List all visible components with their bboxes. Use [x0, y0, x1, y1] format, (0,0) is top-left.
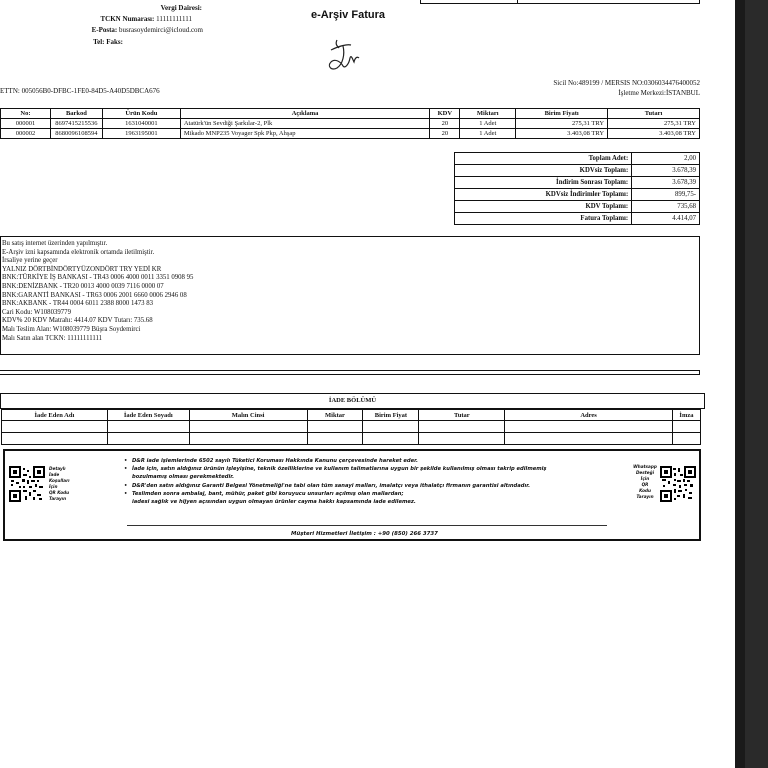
cell-birim-fiyat: 3.403,08 TRY: [516, 129, 608, 139]
qr-caption-line: Tarayın: [49, 496, 67, 501]
tel-label: Tel:: [93, 38, 105, 46]
email-line: [92, 25, 203, 35]
cell-kdv: 20: [430, 119, 460, 129]
col-tutar: Tutar: [419, 410, 505, 421]
col-iade-soyadi: İade Eden Soyadı: [107, 410, 189, 421]
total-value: 3.678,39: [632, 165, 700, 177]
total-row: [455, 153, 700, 165]
return-info-bullets: [132, 457, 547, 506]
info-bullet: • Teslimden sonra ambalaj, bant, mühür, paket gibi koruyucu unsurları açılmış olan mallardan;: [132, 490, 547, 498]
info-divider: [127, 525, 607, 526]
cell-barkod: 8680096108594: [50, 129, 102, 139]
cell-aciklama: Atatürk'ün Sevdiği Şarkılar-2, Plk: [180, 119, 430, 129]
tckn-line: [100, 14, 192, 24]
table-row: [1, 119, 700, 129]
note-line: BNK:DENİZBANK - TR20 0013 4000 0039 7116 0000 07: [2, 282, 164, 290]
qr-caption-line: İçin: [49, 484, 58, 489]
qr-caption-line: Detaylı: [49, 466, 66, 471]
note-line: Cari Kodu: W108039779: [2, 308, 71, 316]
iade-header-row: [2, 410, 701, 421]
vergi-dairesi: Vergi Dairesi:: [160, 4, 202, 12]
info-bullet-continuation: iadesi sağlık ve hijyen açısından uygun olmayan ürünler cayma hakkı kapsamında iade edilemez.: [132, 499, 416, 506]
qr-caption-line: İade: [49, 472, 60, 477]
total-label: KDVsiz İndirimler Toplamı:: [455, 189, 632, 201]
note-line: Malı Teslim Alan: W108039779 Büşra Soydemirci: [2, 325, 141, 333]
col-malin-cinsi: Malın Cinsi: [189, 410, 307, 421]
col-miktar: Miktarı: [460, 109, 516, 119]
col-no: No:: [1, 109, 51, 119]
total-row: [455, 165, 700, 177]
qr-code-icon: [660, 466, 696, 502]
info-bullet-continuation: bozulmamış olması gerekmektedir.: [132, 474, 235, 481]
items-table: [0, 108, 700, 139]
info-bullet: • D&R'den satın aldığınız Garanti Belgesi Yönetmeliği'ne tabi olan tüm sanayi malları, imalatçı veya ithalatçı firmanın garantisi altındadır.: [132, 482, 547, 490]
qr-right-caption: [629, 464, 661, 500]
note-line: E-Arşiv izni kapsamında elektronik ortamda iletilmiştir.: [2, 248, 155, 256]
total-row: [455, 189, 700, 201]
cell-no: 000001: [1, 119, 51, 129]
qr-code-icon: [9, 466, 45, 502]
qr-caption-line: İçin: [640, 476, 650, 481]
qr-caption-line: Koşulları: [49, 478, 70, 483]
tel-faks-line: [93, 37, 123, 47]
qr-caption-line: Desteği: [635, 470, 655, 475]
iade-title: İADE BÖLÜMÜ: [0, 393, 705, 409]
total-row: [455, 201, 700, 213]
company-registry: [553, 78, 700, 98]
qr-caption-line: Whatsapp: [633, 464, 657, 469]
col-tutar: Tutarı: [608, 109, 700, 119]
email-label: E-Posta:: [91, 26, 118, 34]
email-value: busrasoydemirci@icloud.com: [118, 26, 203, 34]
total-row: [455, 213, 700, 225]
note-line: BNK:AKBANK - TR44 0004 6011 2388 8000 1473 83: [2, 300, 154, 308]
section-divider: [0, 370, 700, 375]
col-imza: İmza: [672, 410, 700, 421]
table-row: [2, 433, 701, 445]
total-value: 899,75-: [632, 189, 700, 201]
cell-miktar: 1 Adet: [460, 129, 516, 139]
col-aciklama: Açıklama: [180, 109, 430, 119]
table-row: [1, 129, 700, 139]
return-info-box: [3, 449, 701, 541]
iade-table: [1, 409, 701, 445]
faks-label: Faks:: [106, 38, 123, 46]
totals-table: [454, 152, 700, 225]
cell-urun-kodu: 1963195001: [102, 129, 180, 139]
note-line: BNK:GARANTİ BANKASI - TR63 0006 2001 6660 0006 2946 08: [2, 291, 187, 299]
cell-miktar: 1 Adet: [460, 119, 516, 129]
total-value: 4.414,07: [632, 213, 700, 225]
info-bullet: • İade için, satın aldığınız ürünün işleyişine, teknik özelliklerine ve kullanım talimatlarına uygun bir şekilde kullanılmış olması takrip edilmemiş: [132, 465, 547, 473]
total-label: İndirim Sonrası Toplam:: [455, 177, 632, 189]
total-label: Fatura Toplamı:: [455, 213, 632, 225]
cell-no: 000002: [1, 129, 51, 139]
col-kdv: KDV: [430, 109, 460, 119]
note-line: YALNIZ DÖRTBİNDÖRTYÜZONDÖRT TRY YEDİ KR: [2, 265, 162, 273]
sicil-number: Sicil No:489199 / MERSIS NO:0306034476400052: [553, 79, 700, 87]
qr-caption-line: QR Kodu: [49, 490, 70, 495]
items-header-row: [1, 109, 700, 119]
col-iade-adi: İade Eden Adı: [2, 410, 108, 421]
cell-barkod: 8697415215536: [50, 119, 102, 129]
cell-kdv: 20: [430, 129, 460, 139]
qr-caption-line: Kodu: [639, 488, 651, 493]
viewer-edge: [735, 0, 768, 768]
col-adres: Adres: [505, 410, 673, 421]
header-info-box: [420, 0, 700, 4]
qr-left-caption: [49, 466, 73, 502]
tckn-label: TCKN Numarası:: [100, 15, 155, 23]
qr-caption-line: QR: [641, 482, 649, 487]
total-value: 2,00: [632, 153, 700, 165]
note-line: BNK:TÜRKİYE İŞ BANKASI - TR43 0006 4000 0011 3351 0908 95: [2, 274, 194, 282]
note-line: Malı Satın alan TCKN: 11111111111: [2, 334, 103, 342]
table-row: [2, 421, 701, 433]
total-label: KDV Toplamı:: [455, 201, 632, 213]
total-row: [455, 177, 700, 189]
note-line: İrsaliye yerine geçer: [2, 257, 58, 265]
total-label: Toplam Adet:: [455, 153, 632, 165]
cell-tutar: 275,31 TRY: [608, 119, 700, 129]
qr-caption-line: Tarayın: [636, 494, 654, 499]
note-line: KDV% 20 KDV Matrahı: 4414.07 KDV Tutarı: 735.68: [2, 317, 153, 325]
col-birim-fiyat: Birim Fiyatı: [516, 109, 608, 119]
cell-tutar: 3.403,08 TRY: [608, 129, 700, 139]
cell-birim-fiyat: 275,31 TRY: [516, 119, 608, 129]
col-miktar: Miktar: [307, 410, 363, 421]
info-bullet: • D&R iade işlemlerinde 6502 sayılı Tüketici Koruması Hakkında Kanunu çerçevesinde hareket eder.: [132, 457, 547, 465]
ettn: ETTN: 005056B0-DFBC-1FE0-84D5-A40D5DBCA676: [0, 87, 160, 95]
document-title: e-Arşiv Fatura: [311, 9, 385, 21]
total-value: 735,68: [632, 201, 700, 213]
signature-mark: [323, 36, 369, 76]
isletme-merkezi: İşletme Merkezi:İSTANBUL: [618, 89, 700, 97]
total-value: 3.678,39: [632, 177, 700, 189]
cell-aciklama: Mikado MNP235 Voyager Spk Pkp, Ahşap: [180, 129, 430, 139]
tckn-value: 11111111111: [156, 15, 192, 23]
customer-service-contact: Müşteri Hizmetleri İletişim : +90 (850) 266 3737: [291, 531, 438, 537]
invoice-notes: [0, 236, 700, 355]
total-label: KDVsiz Toplam:: [455, 165, 632, 177]
col-barkod: Barkod: [50, 109, 102, 119]
note-line: Bu satış internet üzerinden yapılmıştır.: [2, 240, 108, 247]
cell-urun-kodu: 1631040001: [102, 119, 180, 129]
col-urun-kodu: Ürün Kodu: [102, 109, 180, 119]
col-birim-fiyat: Birim Fiyat: [363, 410, 419, 421]
